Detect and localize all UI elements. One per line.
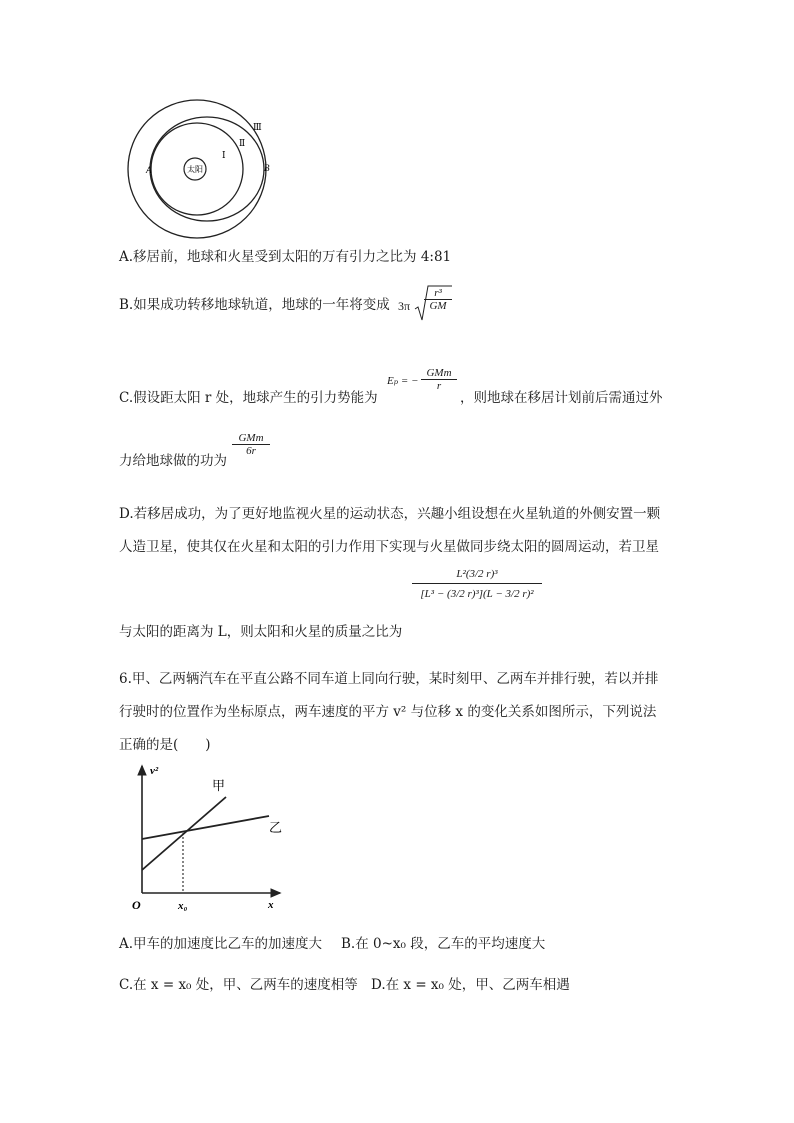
x-axis-label: x — [268, 899, 274, 911]
q5-option-c-work-fraction — [232, 432, 270, 457]
q5-option-c-ep-denominator: r — [421, 379, 457, 392]
origin-label: O — [132, 898, 141, 912]
orbit-diagram — [118, 92, 288, 242]
line-jia — [142, 797, 226, 870]
q5-option-c-tail: ，则地球在移居计划前后需通过外 — [460, 390, 663, 406]
q5-option-d-numerator: L²(3/2 r)³ — [456, 568, 498, 580]
orbit-II-ellipse — [150, 117, 264, 221]
q5-option-d-denominator: [L³ − (3/2 r)³](L − 3/2 r)² — [412, 583, 542, 600]
q5-option-b-denominator: GM — [424, 299, 452, 312]
q5-option-c-work-numerator: GMm — [238, 432, 264, 444]
q6-stem-line3: 正确的是( ) — [119, 737, 211, 753]
label-jia: 甲 — [212, 778, 226, 793]
q5-option-b-numerator: r³ — [434, 287, 442, 299]
label-A: A — [146, 165, 152, 175]
q5-option-c-ep-numerator: GMm — [426, 367, 452, 379]
q6-stem-line2: 行驶时的位置作为坐标原点，两车速度的平方 v² 与位移 x 的变化关系如图所示，下列说法 — [119, 704, 657, 720]
q5-option-c-ep: Eₚ = − — [387, 375, 419, 387]
sun-label: 太阳 — [187, 165, 203, 174]
q5-option-b-coefficient: 3π — [398, 299, 411, 313]
q5-option-d-line1: D.若移居成功，为了更好地监视火星的运动状态，兴趣小组设想在火星轨道的外侧安置一颗 — [119, 506, 661, 522]
label-orbit-III: Ⅲ — [253, 122, 262, 132]
y-axis-label: v² — [150, 765, 159, 777]
q6-option-d: D.在 x = x₀ 处，甲、乙两车相遇 — [371, 977, 570, 993]
q5-option-d-line3: 与太阳的距离为 L，则太阳和火星的质量之比为 — [119, 624, 403, 640]
q6-option-b: B.在 0~x₀ 段，乙车的平均速度大 — [341, 936, 546, 952]
q6-option-a: A.甲车的加速度比乙车的加速度大 — [119, 936, 323, 952]
line-yi — [142, 816, 269, 839]
q5-option-c-work-denominator: 6r — [232, 444, 270, 457]
q5-option-a: A.移居前，地球和火星受到太阳的万有引力之比为 4:81 — [119, 249, 452, 265]
q5-option-d-line2: 人造卫星，使其仅在火星和太阳的引力作用下实现与火星做同步绕太阳的圆周运动，若卫星 — [119, 539, 659, 555]
label-orbit-I: Ⅰ — [222, 150, 226, 160]
label-yi: 乙 — [269, 820, 283, 835]
q6-option-c: C.在 x = x₀ 处，甲、乙两车的速度相等 — [119, 977, 358, 993]
q5-option-c-line2: 力给地球做的功为 — [119, 453, 227, 469]
q5-option-c-ep-fraction — [421, 367, 457, 392]
x0-label: x₀ — [178, 900, 188, 912]
label-orbit-II: Ⅱ — [239, 138, 246, 148]
q5-option-c-line1: C.假设距太阳 r 处，地球产生的引力势能为 — [119, 390, 378, 406]
q5-option-b: B.如果成功转移地球轨道，地球的一年将变成 — [119, 297, 390, 313]
label-B: B — [264, 163, 270, 173]
q5-option-d-fraction — [412, 568, 542, 600]
q5-option-b-fraction — [424, 287, 452, 312]
v2-x-graph — [128, 760, 288, 915]
q6-stem-line1: 6.甲、乙两辆汽车在平直公路不同车道上同向行驶，某时刻甲、乙两车并排行驶，若以并排 — [119, 671, 659, 687]
